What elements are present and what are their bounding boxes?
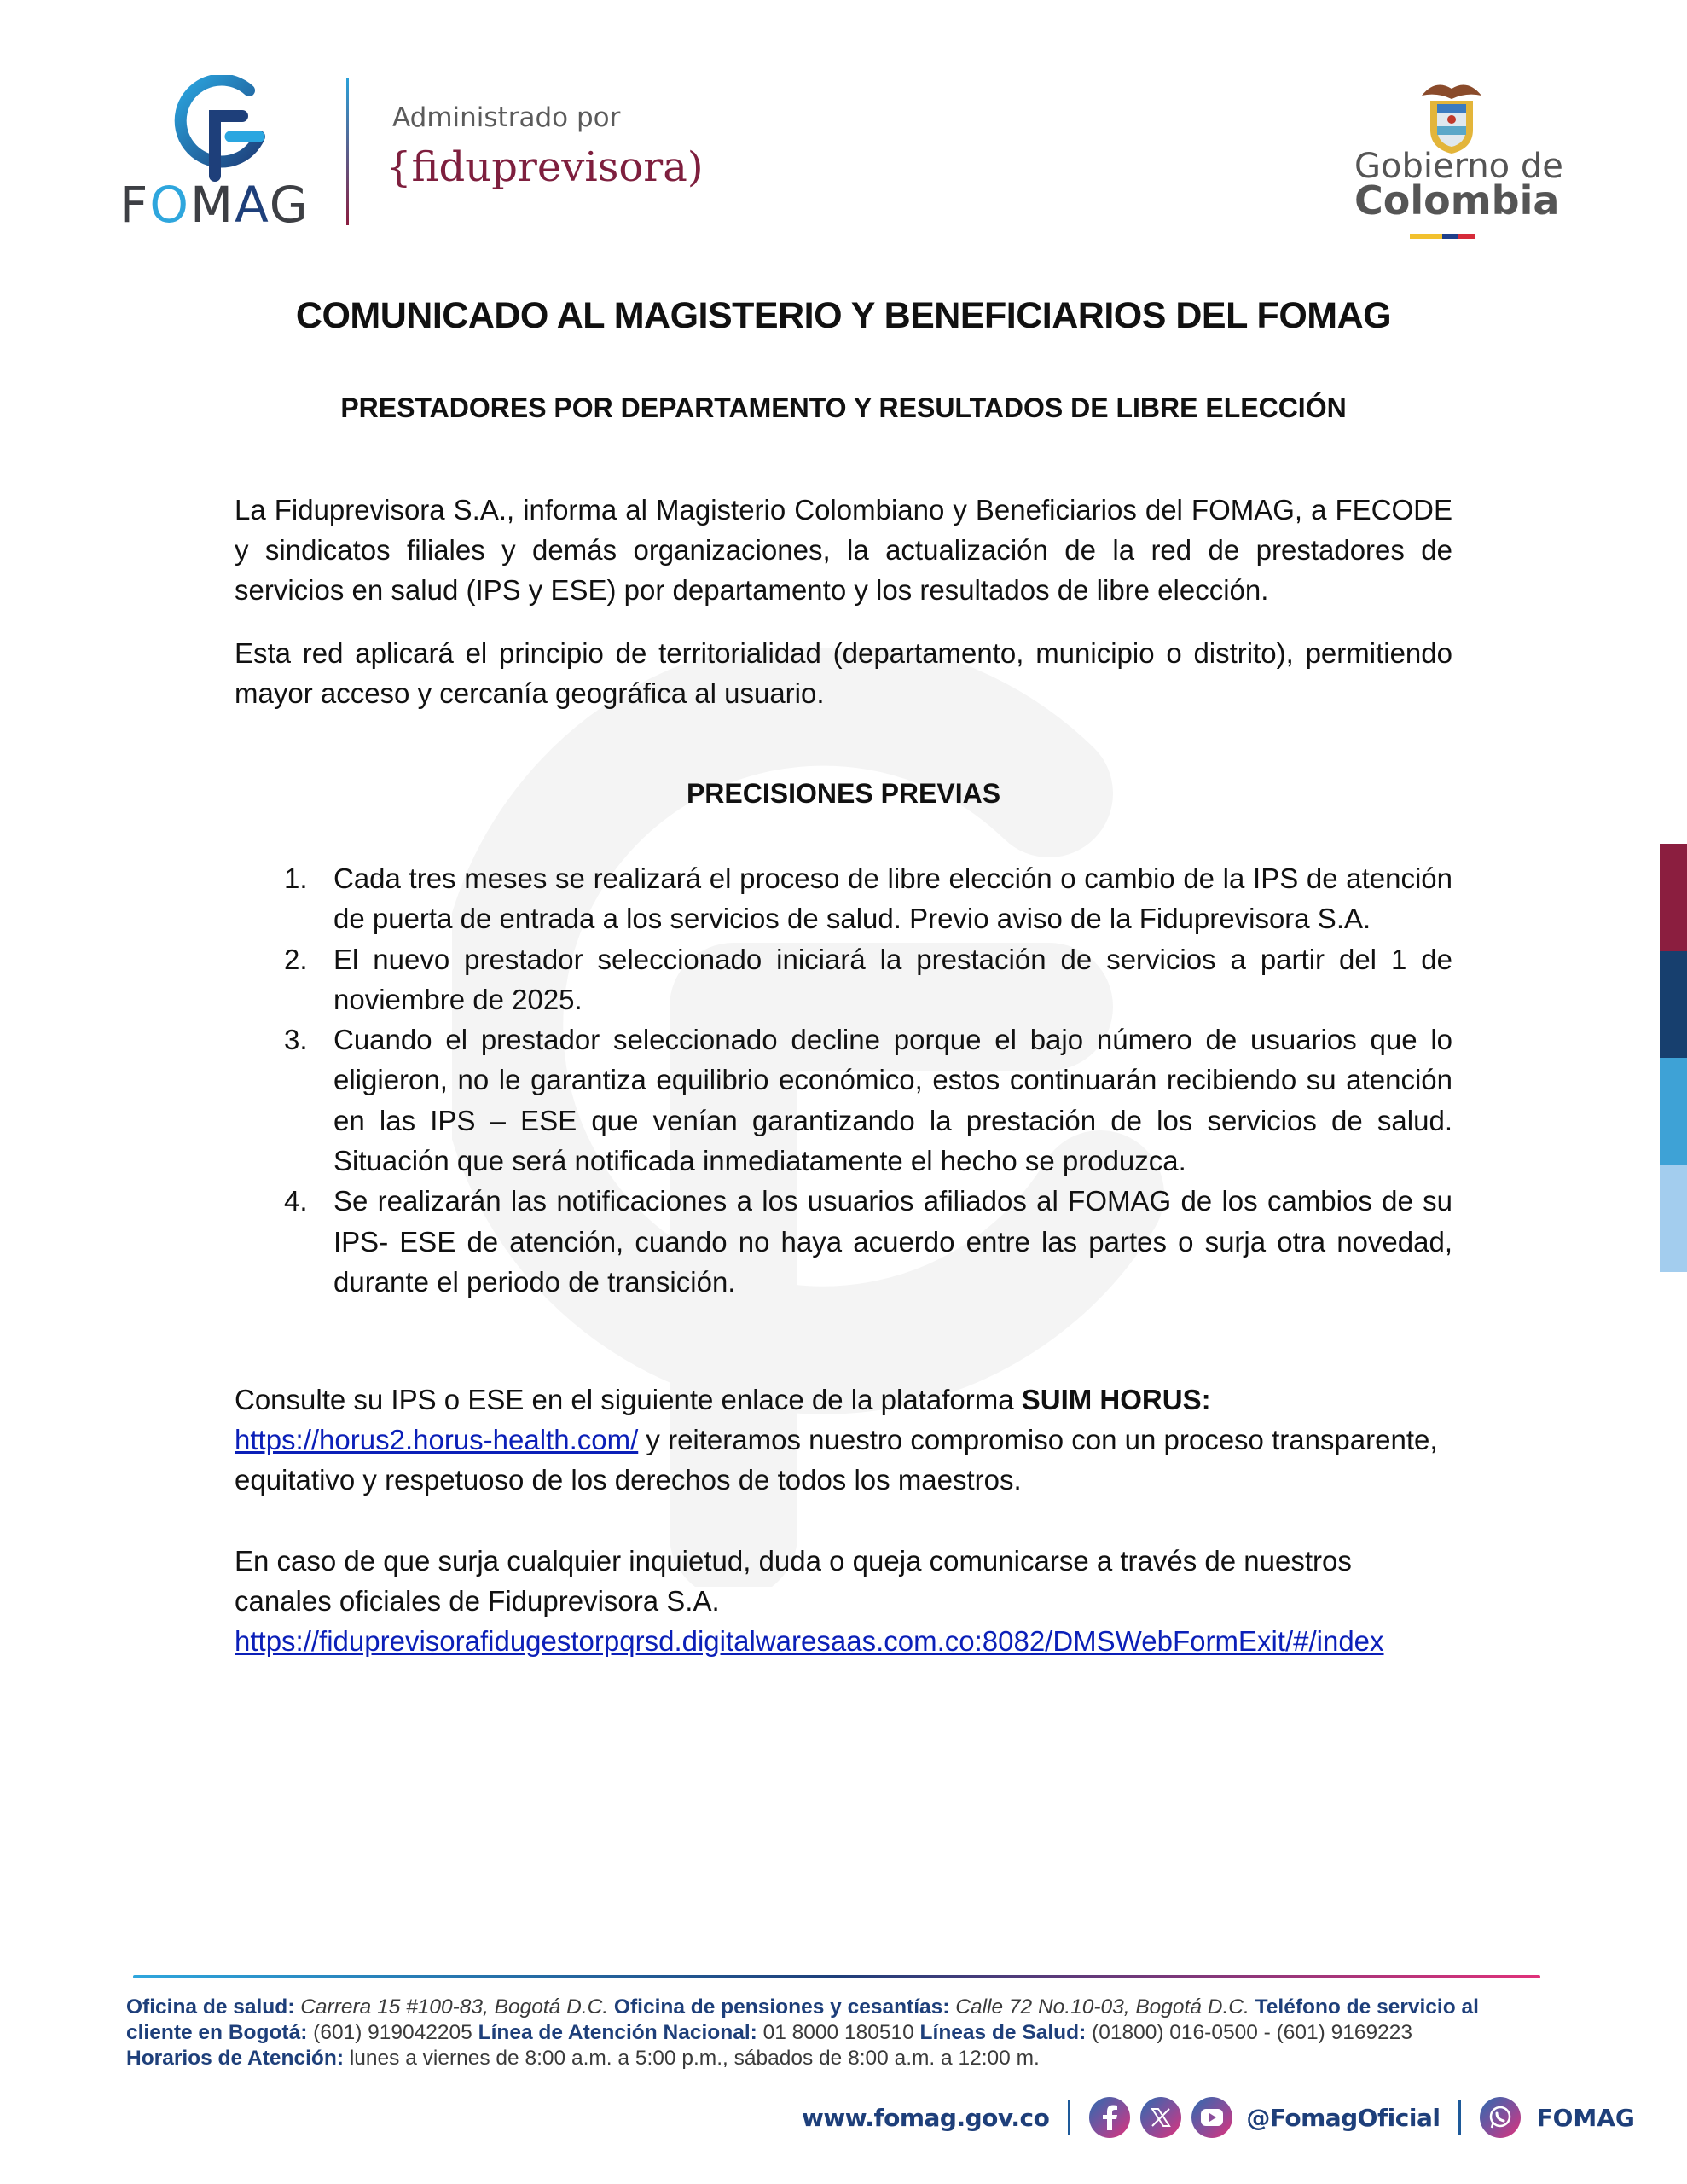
consult-lead-text: Consulte su IPS o ESE en el siguiente enlace de la plataforma — [235, 1384, 1022, 1415]
pqrsd-link[interactable]: https://fiduprevisorafidugestorpqrsd.digitalwaresaas.com.co:8082/DMSWebFormExit/#/index — [235, 1625, 1384, 1657]
footer-separator — [1068, 2100, 1070, 2135]
list-item-text: Se realizarán las notificaciones a los usuarios afiliados al FOMAG de los cambios de su IPS- ESE de atención, cuando no haya acuerdo entre las partes o surja otra novedad, durante el periodo de transición. — [333, 1185, 1452, 1298]
health-office-address: Carrera 15 #100-83, Bogotá D.C. — [294, 1995, 614, 2018]
phone-label: Teléfono de servicio al cliente en Bogotá: — [126, 1995, 1479, 2044]
fiduprevisora-logo: {fiduprevisora) — [386, 143, 704, 191]
list-item — [284, 858, 1452, 939]
colombia-label: Colombia — [1354, 177, 1560, 224]
hours-value: lunes a viernes de 8:00 a.m. a 5:00 p.m., sábados de 8:00 a.m. a 12:00 m. — [344, 2047, 1040, 2070]
footer-social-bar — [802, 2092, 1635, 2143]
pension-office-address: Calle 72 No.10-03, Bogotá D.C. — [949, 1995, 1255, 2018]
list-item-text: Cuando el prestador seleccionado decline porque el bajo número de usuarios que lo eligieron, no le garantiza equilibrio económico, estos continuarán recibiendo su atención en las IPS – ESE que venían garantizando la prestación de los servicios de salud. Situación que será notificada inmediatamente el hecho se produzca. — [333, 1024, 1452, 1177]
administered-by-label: Administrado por — [392, 102, 621, 133]
gobierno-label: Gobierno de — [1354, 147, 1563, 186]
colombia-flag-bar — [1410, 234, 1475, 239]
consult-paragraph — [235, 1380, 1452, 1500]
list-item-number: 4. — [284, 1185, 308, 1217]
fomag-g-icon — [171, 75, 273, 182]
coat-of-arms-icon — [1418, 77, 1485, 155]
facebook-icon[interactable] — [1089, 2097, 1130, 2138]
list-item-text: Cada tres meses se realizará el proceso de libre elección o cambio de la IPS de atención de puerta de entrada a los servicios de salud. Previo aviso de la Fiduprevisora S.A. — [333, 863, 1452, 935]
footer-separator — [1458, 2100, 1461, 2135]
strip-segment-light-blue — [1660, 1165, 1687, 1273]
national-line-value: 01 8000 180510 — [757, 2021, 920, 2044]
health-lines-label: Líneas de Salud: — [919, 2021, 1087, 2044]
territoriality-paragraph: Esta red aplicará el principio de territorialidad (departamento, municipio o distrito), permitiendo mayor acceso y cercanía geográfica al usuario. — [235, 637, 1452, 709]
strip-segment-blue — [1660, 1058, 1687, 1165]
health-office-label: Oficina de salud: — [126, 1995, 295, 2018]
fomag-wordmark: FOMAG — [119, 176, 310, 234]
list-item-text: El nuevo prestador seleccionado iniciará la prestación de servicios a partir del 1 de noviembre de 2025. — [333, 943, 1452, 1015]
social-handle[interactable]: @FomagOficial — [1246, 2103, 1441, 2132]
section-heading: PRECISIONES PREVIAS — [686, 778, 1001, 809]
strip-segment-navy — [1660, 951, 1687, 1059]
contact-paragraph — [235, 1541, 1452, 1661]
intro-paragraph: La Fiduprevisora S.A., informa al Magisterio Colombiano y Beneficiarios del FOMAG, a FECODE y sindicatos filiales y demás organizaciones, la actualización de la red de prestadores de servicios en salud (IPS y ESE) por departamento y los resultados de libre elección. — [235, 494, 1452, 606]
platform-name: SUIM HORUS: — [1021, 1384, 1211, 1415]
document-title: COMUNICADO AL MAGISTERIO Y BENEFICIARIOS DEL FOMAG — [295, 295, 1392, 336]
list-item-number: 3. — [284, 1024, 308, 1056]
list-item — [284, 1181, 1452, 1302]
contact-text: En caso de que surja cualquier inquietud, duda o queja comunicarse a través de nuestros canales oficiales de Fiduprevisora S.A. — [235, 1545, 1352, 1617]
x-icon[interactable] — [1140, 2097, 1181, 2138]
youtube-icon[interactable] — [1191, 2097, 1232, 2138]
strip-segment-maroon — [1660, 844, 1687, 951]
footer-rule — [133, 1975, 1540, 1978]
list-item — [284, 1019, 1452, 1181]
website-link[interactable]: www.fomag.gov.co — [802, 2103, 1050, 2132]
national-line-label: Línea de Atención Nacional: — [478, 2021, 757, 2044]
phone-value: (601) 919042205 — [307, 2021, 478, 2044]
health-lines-value: (01800) 016-0500 - (601) 9169223 — [1086, 2021, 1412, 2044]
whatsapp-name[interactable]: FOMAG — [1536, 2103, 1635, 2132]
list-item-number: 1. — [284, 863, 308, 894]
document-subtitle: PRESTADORES POR DEPARTAMENTO Y RESULTADOS DE LIBRE ELECCIÓN — [340, 392, 1347, 423]
header-divider — [346, 78, 349, 225]
fomag-logo — [119, 75, 324, 237]
precisions-list — [284, 858, 1452, 1302]
consult-tail-text: y reiteramos nuestro compromiso con un proceso transparente, equitativo y respetuoso de los derechos de todos los maestros. — [235, 1424, 1438, 1496]
hours-label: Horarios de Atención: — [126, 2047, 345, 2070]
side-color-strip — [1660, 844, 1687, 1272]
whatsapp-icon[interactable] — [1480, 2097, 1521, 2138]
gobierno-colombia-logo — [1352, 68, 1563, 243]
list-item — [284, 939, 1452, 1020]
pension-office-label: Oficina de pensiones y cesantías: — [613, 1995, 950, 2018]
list-item-number: 2. — [284, 943, 308, 975]
footer-contact-info — [126, 1995, 1551, 2071]
horus-link[interactable]: https://horus2.horus-health.com/ — [235, 1424, 639, 1455]
letterhead — [0, 0, 1687, 256]
